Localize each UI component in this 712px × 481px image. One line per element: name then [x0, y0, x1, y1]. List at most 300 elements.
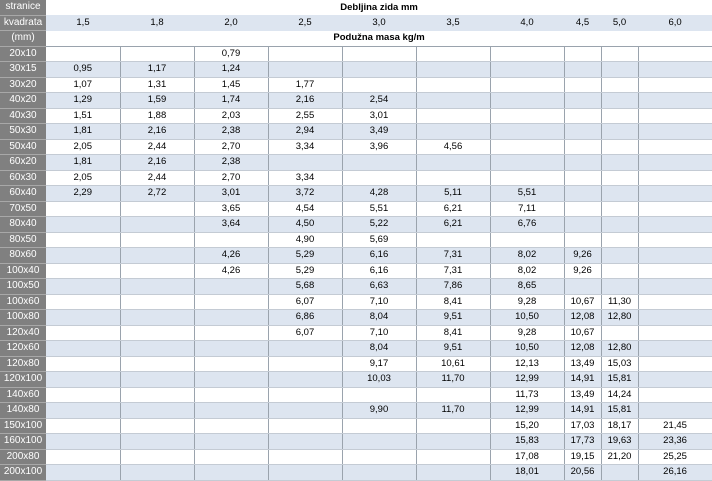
mass-cell	[342, 465, 416, 481]
subtitle-row	[0, 31, 712, 47]
mass-cell	[638, 263, 712, 279]
mass-cell	[638, 387, 712, 403]
profile-size: 200x80	[0, 449, 46, 465]
mass-cell: 13,49	[564, 387, 601, 403]
mass-cell	[638, 279, 712, 295]
mass-cell	[268, 387, 342, 403]
mass-cell: 11,30	[601, 294, 638, 310]
thickness-2-5: 2,5	[268, 15, 342, 31]
mass-cell	[601, 108, 638, 124]
mass-cell	[194, 387, 268, 403]
mass-cell	[342, 46, 416, 62]
mass-cell	[416, 93, 490, 109]
mass-cell: 7,31	[416, 263, 490, 279]
mass-cell: 19,15	[564, 449, 601, 465]
thickness-3-0: 3,0	[342, 15, 416, 31]
mass-cell	[416, 418, 490, 434]
table-row	[0, 201, 712, 217]
mass-cell	[638, 356, 712, 372]
mass-cell	[268, 403, 342, 419]
mass-cell	[601, 124, 638, 140]
mass-cell	[268, 62, 342, 78]
mass-cell: 2,44	[120, 139, 194, 155]
mass-cell: 9,17	[342, 356, 416, 372]
mass-cell	[194, 434, 268, 450]
mass-cell	[490, 170, 564, 186]
mass-cell: 2,38	[194, 124, 268, 140]
mass-cell: 3,01	[194, 186, 268, 202]
mass-cell	[564, 139, 601, 155]
mass-cell	[268, 356, 342, 372]
mass-cell: 12,80	[601, 310, 638, 326]
mass-cell	[638, 186, 712, 202]
mass-cell	[194, 449, 268, 465]
mass-cell	[194, 310, 268, 326]
mass-cell	[638, 46, 712, 62]
mass-cell: 2,54	[342, 93, 416, 109]
mass-cell	[490, 77, 564, 93]
mass-cell	[490, 93, 564, 109]
mass-cell	[564, 108, 601, 124]
table-row	[0, 124, 712, 140]
mass-cell	[601, 186, 638, 202]
mass-cell: 10,50	[490, 341, 564, 357]
mass-cell	[342, 449, 416, 465]
mass-cell	[46, 201, 120, 217]
profile-size: 120x100	[0, 372, 46, 388]
mass-cell: 14,91	[564, 403, 601, 419]
mass-cell: 15,83	[490, 434, 564, 450]
mass-cell: 19,63	[601, 434, 638, 450]
mass-cell	[46, 217, 120, 233]
mass-cell	[416, 170, 490, 186]
mass-cell	[601, 263, 638, 279]
mass-cell	[268, 372, 342, 388]
mass-cell	[416, 124, 490, 140]
mass-cell: 2,72	[120, 186, 194, 202]
profile-size: 40x20	[0, 93, 46, 109]
mass-cell: 6,16	[342, 263, 416, 279]
mass-cell	[46, 279, 120, 295]
mass-cell	[416, 62, 490, 78]
mass-cell: 2,05	[46, 139, 120, 155]
mass-cell	[416, 434, 490, 450]
mass-cell	[601, 139, 638, 155]
profile-size: 100x60	[0, 294, 46, 310]
mass-cell	[601, 155, 638, 171]
mass-cell: 23,36	[638, 434, 712, 450]
mass-cell	[46, 403, 120, 419]
mass-cell	[416, 232, 490, 248]
mass-cell	[46, 434, 120, 450]
profile-size: 140x60	[0, 387, 46, 403]
table-row	[0, 263, 712, 279]
mass-cell: 9,28	[490, 325, 564, 341]
mass-cell	[564, 46, 601, 62]
mass-cell: 10,67	[564, 325, 601, 341]
mass-cell: 9,28	[490, 294, 564, 310]
mass-cell: 21,45	[638, 418, 712, 434]
mass-cell: 3,65	[194, 201, 268, 217]
table-row	[0, 186, 712, 202]
mass-cell: 3,64	[194, 217, 268, 233]
profile-size: 140x80	[0, 403, 46, 419]
thickness-1-8: 1,8	[120, 15, 194, 31]
thickness-4-5: 4,5	[564, 15, 601, 31]
mass-cell: 0,79	[194, 46, 268, 62]
mass-cell	[601, 325, 638, 341]
profile-size: 100x50	[0, 279, 46, 295]
wall-thickness-title: Debljina zida mm	[46, 0, 712, 15]
mass-cell: 9,26	[564, 248, 601, 264]
mass-cell: 1,29	[46, 93, 120, 109]
table-row	[0, 341, 712, 357]
mass-cell	[120, 232, 194, 248]
mass-cell	[120, 325, 194, 341]
mass-cell	[120, 263, 194, 279]
mass-cell: 1,45	[194, 77, 268, 93]
mass-cell	[120, 418, 194, 434]
mass-cell: 9,51	[416, 310, 490, 326]
thickness-1-5: 1,5	[46, 15, 120, 31]
mass-cell: 10,61	[416, 356, 490, 372]
mass-cell: 6,21	[416, 217, 490, 233]
label-kvadrata: kvadrata	[0, 15, 46, 31]
mass-cell: 8,04	[342, 341, 416, 357]
mass-cell: 12,13	[490, 356, 564, 372]
mass-cell	[120, 46, 194, 62]
mass-cell: 2,16	[120, 155, 194, 171]
mass-cell	[268, 341, 342, 357]
mass-cell: 5,22	[342, 217, 416, 233]
table-row	[0, 418, 712, 434]
mass-cell	[120, 294, 194, 310]
mass-cell	[120, 403, 194, 419]
mass-cell: 2,55	[268, 108, 342, 124]
mass-cell	[120, 310, 194, 326]
mass-cell	[46, 248, 120, 264]
mass-cell	[638, 155, 712, 171]
mass-cell	[638, 139, 712, 155]
mass-cell	[601, 46, 638, 62]
mass-cell: 7,10	[342, 325, 416, 341]
mass-cell: 4,26	[194, 248, 268, 264]
thickness-5-0: 5,0	[601, 15, 638, 31]
mass-cell: 12,08	[564, 341, 601, 357]
mass-cell: 15,20	[490, 418, 564, 434]
mass-cell	[268, 449, 342, 465]
mass-cell: 1,88	[120, 108, 194, 124]
mass-cell: 9,26	[564, 263, 601, 279]
mass-cell	[601, 248, 638, 264]
mass-cell: 12,80	[601, 341, 638, 357]
mass-cell	[194, 279, 268, 295]
table-row	[0, 62, 712, 78]
thickness-3-5: 3,5	[416, 15, 490, 31]
mass-cell	[120, 248, 194, 264]
mass-cell: 2,38	[194, 155, 268, 171]
mass-cell: 1,77	[268, 77, 342, 93]
mass-cell	[194, 325, 268, 341]
mass-cell	[46, 465, 120, 481]
mass-cell	[416, 465, 490, 481]
mass-cell	[46, 387, 120, 403]
mass-cell	[490, 139, 564, 155]
profile-size: 80x60	[0, 248, 46, 264]
mass-cell	[564, 155, 601, 171]
mass-cell: 10,03	[342, 372, 416, 388]
mass-cell	[638, 248, 712, 264]
mass-cell	[416, 387, 490, 403]
profile-size: 70x50	[0, 201, 46, 217]
mass-cell	[490, 108, 564, 124]
title-row	[0, 0, 712, 15]
mass-cell: 5,69	[342, 232, 416, 248]
mass-cell: 3,01	[342, 108, 416, 124]
mass-title: Podužna masa kg/m	[46, 31, 712, 47]
table-row	[0, 279, 712, 295]
mass-cell	[638, 77, 712, 93]
table-row	[0, 93, 712, 109]
mass-cell: 5,29	[268, 263, 342, 279]
mass-cell: 1,74	[194, 93, 268, 109]
mass-cell: 2,44	[120, 170, 194, 186]
profile-size: 50x30	[0, 124, 46, 140]
mass-cell: 6,63	[342, 279, 416, 295]
table-row	[0, 449, 712, 465]
mass-cell	[416, 77, 490, 93]
mass-cell	[120, 217, 194, 233]
mass-cell: 20,56	[564, 465, 601, 481]
mass-cell	[416, 46, 490, 62]
mass-cell: 7,11	[490, 201, 564, 217]
mass-cell	[268, 434, 342, 450]
mass-cell: 2,70	[194, 170, 268, 186]
mass-cell: 3,72	[268, 186, 342, 202]
table-row	[0, 403, 712, 419]
profile-size: 200x100	[0, 465, 46, 481]
mass-cell	[638, 170, 712, 186]
mass-cell	[638, 372, 712, 388]
mass-cell: 4,90	[268, 232, 342, 248]
table-row	[0, 108, 712, 124]
profile-size: 160x100	[0, 434, 46, 450]
profile-size: 100x80	[0, 310, 46, 326]
mass-cell	[601, 201, 638, 217]
mass-cell	[194, 403, 268, 419]
mass-cell	[564, 170, 601, 186]
mass-cell: 8,02	[490, 263, 564, 279]
mass-cell: 13,49	[564, 356, 601, 372]
mass-cell	[601, 170, 638, 186]
mass-cell	[194, 232, 268, 248]
profile-size: 60x40	[0, 186, 46, 202]
mass-cell	[120, 341, 194, 357]
table-row	[0, 232, 712, 248]
mass-cell	[46, 356, 120, 372]
profile-size: 60x20	[0, 155, 46, 171]
mass-cell	[342, 387, 416, 403]
mass-cell	[601, 77, 638, 93]
mass-cell	[342, 434, 416, 450]
table-row	[0, 217, 712, 233]
mass-cell	[638, 217, 712, 233]
mass-cell	[638, 232, 712, 248]
mass-cell: 5,11	[416, 186, 490, 202]
mass-cell	[638, 403, 712, 419]
mass-cell	[46, 418, 120, 434]
mass-cell	[638, 124, 712, 140]
mass-cell	[194, 465, 268, 481]
table-row	[0, 434, 712, 450]
mass-cell: 12,99	[490, 403, 564, 419]
thickness-row	[0, 15, 712, 31]
mass-cell: 14,24	[601, 387, 638, 403]
mass-cell	[120, 356, 194, 372]
table-row	[0, 310, 712, 326]
mass-cell: 8,41	[416, 325, 490, 341]
table-body	[0, 46, 712, 480]
table-row	[0, 356, 712, 372]
mass-cell: 12,99	[490, 372, 564, 388]
mass-cell	[564, 201, 601, 217]
mass-cell	[416, 155, 490, 171]
mass-cell	[46, 341, 120, 357]
mass-cell	[638, 294, 712, 310]
mass-cell: 3,34	[268, 139, 342, 155]
mass-cell: 7,31	[416, 248, 490, 264]
mass-cell: 18,17	[601, 418, 638, 434]
profile-size: 120x80	[0, 356, 46, 372]
mass-cell	[601, 217, 638, 233]
thickness-2-0: 2,0	[194, 15, 268, 31]
mass-cell	[342, 418, 416, 434]
mass-cell	[194, 372, 268, 388]
profile-size: 100x40	[0, 263, 46, 279]
mass-cell	[268, 465, 342, 481]
mass-cell: 10,67	[564, 294, 601, 310]
mass-cell: 4,56	[416, 139, 490, 155]
mass-cell: 11,73	[490, 387, 564, 403]
mass-cell: 1,07	[46, 77, 120, 93]
mass-cell: 11,70	[416, 403, 490, 419]
mass-cell	[638, 341, 712, 357]
profile-size: 80x40	[0, 217, 46, 233]
mass-cell	[120, 434, 194, 450]
profile-size: 60x30	[0, 170, 46, 186]
mass-cell: 0,95	[46, 62, 120, 78]
mass-cell: 4,28	[342, 186, 416, 202]
mass-cell: 11,70	[416, 372, 490, 388]
mass-cell: 15,03	[601, 356, 638, 372]
profile-size: 120x60	[0, 341, 46, 357]
mass-cell	[46, 325, 120, 341]
label-mm: (mm)	[0, 31, 46, 47]
mass-cell: 1,51	[46, 108, 120, 124]
mass-cell: 3,49	[342, 124, 416, 140]
mass-cell	[268, 418, 342, 434]
table-row	[0, 77, 712, 93]
mass-cell: 7,10	[342, 294, 416, 310]
table-row	[0, 372, 712, 388]
mass-cell	[120, 279, 194, 295]
mass-cell	[490, 155, 564, 171]
mass-cell	[120, 372, 194, 388]
mass-cell	[638, 108, 712, 124]
mass-cell: 1,17	[120, 62, 194, 78]
mass-cell: 17,73	[564, 434, 601, 450]
table-row	[0, 387, 712, 403]
mass-cell	[342, 62, 416, 78]
mass-cell: 6,16	[342, 248, 416, 264]
mass-cell: 2,16	[120, 124, 194, 140]
mass-cell	[638, 325, 712, 341]
mass-cell: 6,07	[268, 294, 342, 310]
table-row	[0, 139, 712, 155]
profile-size: 150x100	[0, 418, 46, 434]
mass-cell	[564, 62, 601, 78]
mass-cell	[46, 46, 120, 62]
mass-cell: 8,41	[416, 294, 490, 310]
profile-size: 30x15	[0, 62, 46, 78]
mass-cell: 3,96	[342, 139, 416, 155]
mass-cell: 1,59	[120, 93, 194, 109]
mass-cell	[564, 93, 601, 109]
mass-cell: 2,05	[46, 170, 120, 186]
table-row	[0, 248, 712, 264]
mass-cell: 17,08	[490, 449, 564, 465]
mass-cell: 3,34	[268, 170, 342, 186]
label-stranice: stranice	[0, 0, 46, 15]
table-row	[0, 294, 712, 310]
mass-cell	[342, 170, 416, 186]
mass-cell: 25,25	[638, 449, 712, 465]
mass-cell: 2,70	[194, 139, 268, 155]
table-row	[0, 325, 712, 341]
mass-cell	[490, 232, 564, 248]
mass-cell	[120, 449, 194, 465]
mass-cell	[564, 77, 601, 93]
mass-cell: 7,86	[416, 279, 490, 295]
mass-cell: 12,08	[564, 310, 601, 326]
mass-cell: 6,21	[416, 201, 490, 217]
mass-cell: 5,51	[490, 186, 564, 202]
mass-cell	[194, 418, 268, 434]
mass-cell	[46, 372, 120, 388]
mass-cell	[194, 356, 268, 372]
mass-cell	[564, 186, 601, 202]
mass-cell	[416, 449, 490, 465]
mass-cell: 5,68	[268, 279, 342, 295]
mass-cell	[268, 46, 342, 62]
thickness-4-0: 4,0	[490, 15, 564, 31]
mass-cell: 4,26	[194, 263, 268, 279]
mass-cell	[490, 124, 564, 140]
mass-cell	[601, 279, 638, 295]
mass-cell	[638, 201, 712, 217]
mass-cell: 1,31	[120, 77, 194, 93]
mass-cell: 9,51	[416, 341, 490, 357]
mass-cell: 5,29	[268, 248, 342, 264]
mass-cell	[46, 263, 120, 279]
mass-cell: 1,81	[46, 155, 120, 171]
thickness-6-0: 6,0	[638, 15, 712, 31]
mass-cell: 14,91	[564, 372, 601, 388]
profile-size: 40x30	[0, 108, 46, 124]
mass-cell	[601, 465, 638, 481]
mass-cell: 1,81	[46, 124, 120, 140]
mass-cell	[564, 279, 601, 295]
